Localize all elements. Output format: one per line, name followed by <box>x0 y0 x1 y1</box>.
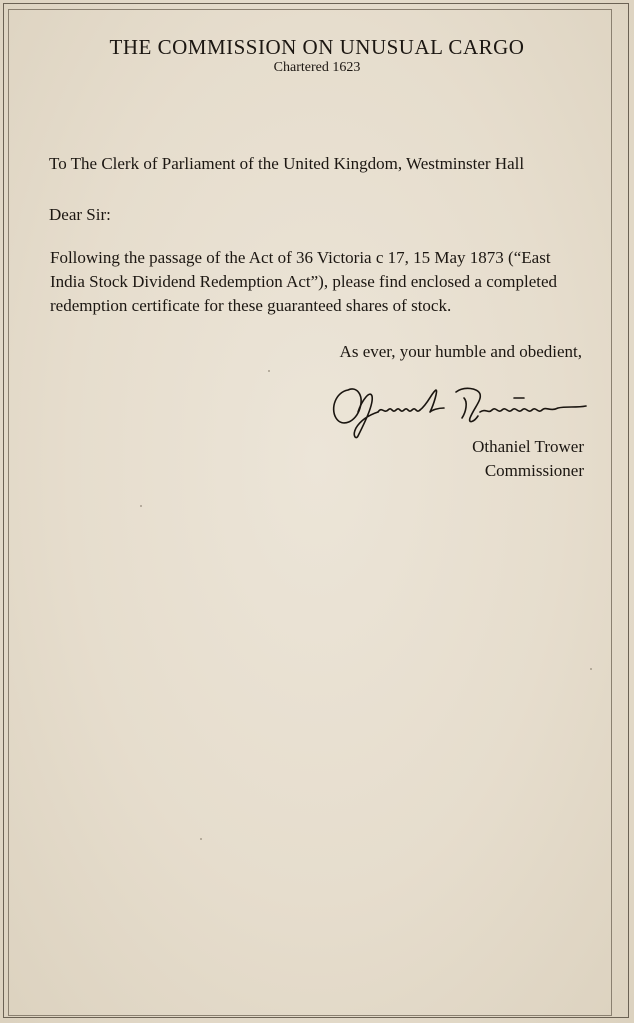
paper-speck <box>140 505 142 507</box>
letterhead <box>0 34 634 76</box>
letter-body: Following the passage of the Act of 36 Victoria c 17, 15 May 1873 (“East India Stock Dividend Redemption Act”), please find enclosed a completed redemption certificate for these guaranteed shares of stock. <box>50 248 558 315</box>
signer-title: Commissioner <box>484 461 584 480</box>
handwritten-signature <box>328 378 590 440</box>
salutation: Dear Sir: <box>49 205 111 224</box>
paper-speck <box>590 668 592 670</box>
paper-speck <box>268 370 270 372</box>
organization-name: THE COMMISSION ON UNUSUAL CARGO <box>109 35 525 59</box>
paper-speck <box>200 838 202 840</box>
signature-drawing <box>328 378 590 440</box>
chartered-line: Chartered 1623 <box>273 60 361 75</box>
addressee: To The Clerk of Parliament of the United Kingdom, Westminster Hall <box>49 154 525 173</box>
signer-name: Othaniel Trower <box>472 437 584 456</box>
closing-line: As ever, your humble and obedient, <box>339 342 582 361</box>
